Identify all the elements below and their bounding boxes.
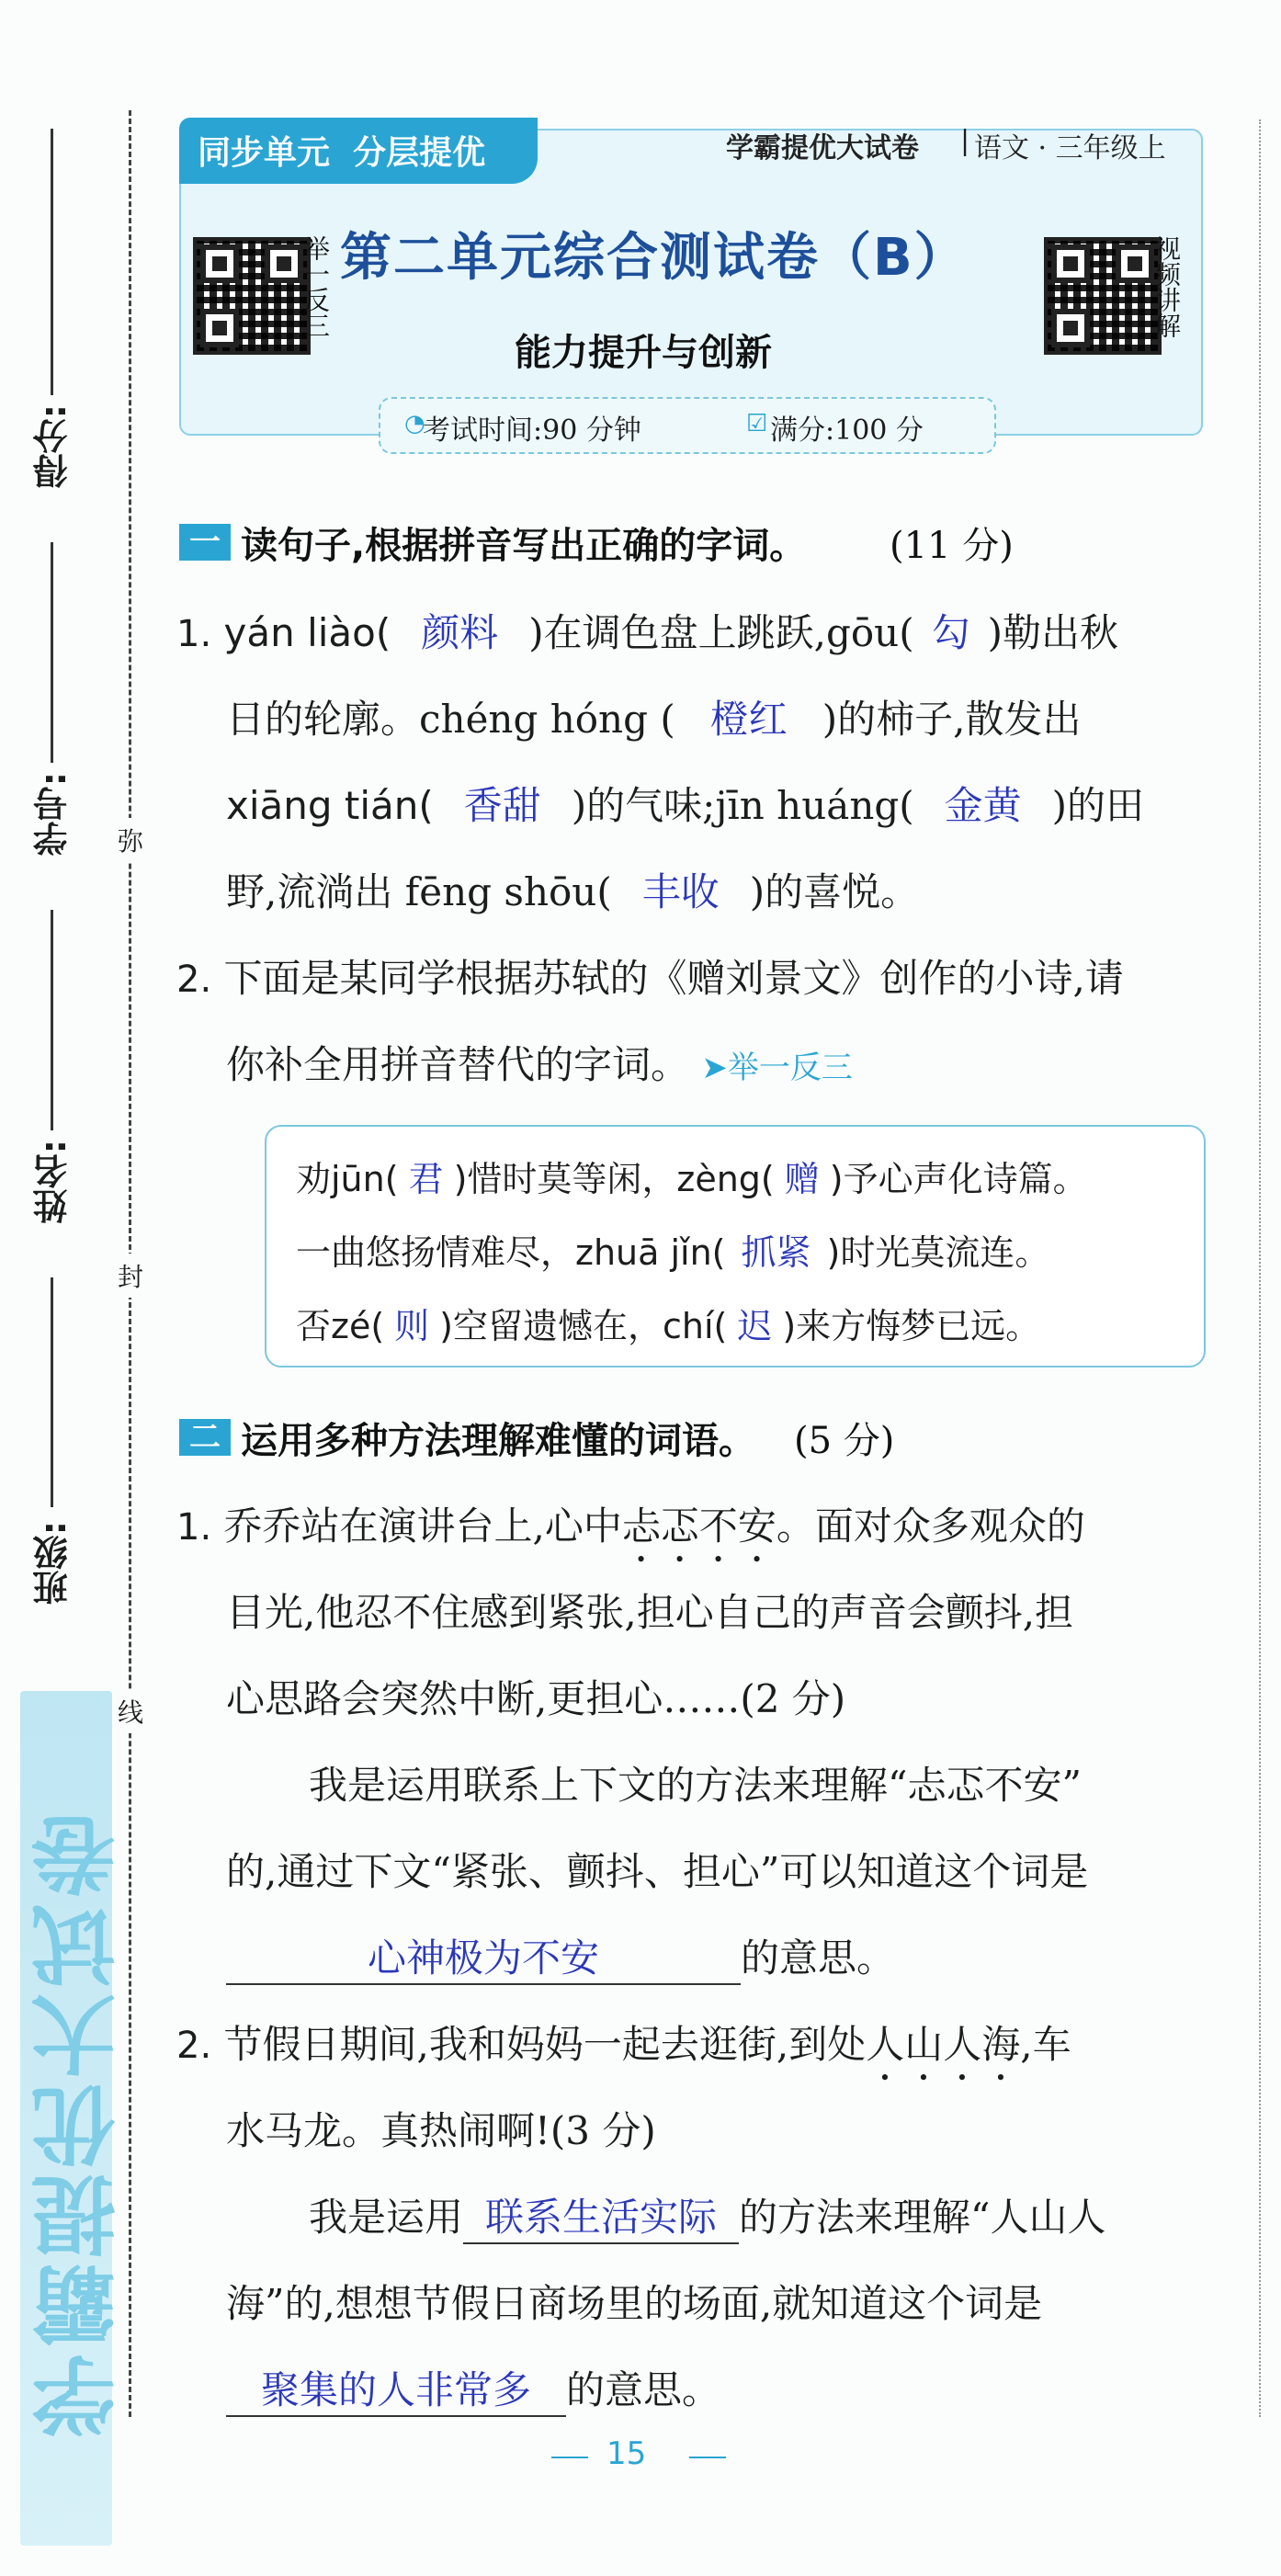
text: xiāng tián( bbox=[226, 783, 434, 828]
question-number: 2. bbox=[176, 959, 212, 1001]
section-1-number: 一 bbox=[179, 524, 231, 561]
section-1-title: 读句子,根据拼音写出正确的字词。 bbox=[241, 525, 807, 567]
text: )的柿子,散发出 bbox=[822, 697, 1082, 742]
answer-zeng[interactable]: 赠 bbox=[784, 1159, 820, 1199]
student-id-blank-line bbox=[51, 542, 53, 763]
q2-1-line-1 bbox=[176, 1496, 1085, 1571]
series-divider: | bbox=[960, 125, 970, 157]
full-score: 满分:100 分 bbox=[770, 414, 924, 447]
answer-chenghong[interactable]: 橙红 bbox=[709, 697, 788, 742]
footer-dash-right bbox=[689, 2457, 726, 2458]
q2-1-line-5: 的,通过下文“紧张、颤抖、担心”可以知道这个词是 bbox=[226, 1849, 1089, 1894]
answer-renshan-meaning[interactable]: 聚集的人非常多 bbox=[226, 2360, 566, 2417]
page-title: 第二单元综合测试卷（B） bbox=[340, 228, 968, 288]
series-subtitle: 语文 · 三年级上 bbox=[974, 132, 1166, 165]
text: 的方法来理解“人山人 bbox=[739, 2195, 1106, 2240]
text: )勒出秋 bbox=[987, 610, 1119, 655]
qr-finder bbox=[200, 244, 239, 283]
reference-link[interactable]: ➤举一反三 bbox=[701, 1050, 853, 1086]
text: )时光莫流连。 bbox=[826, 1232, 1050, 1273]
answer-xiangtian[interactable]: 香甜 bbox=[463, 783, 541, 828]
qr-finder bbox=[1051, 244, 1090, 283]
text: yán liào( bbox=[223, 610, 391, 655]
section-2-score: (5 分) bbox=[794, 1420, 895, 1462]
q2-1-line-6 bbox=[226, 1928, 895, 1985]
text: )的田 bbox=[1051, 783, 1145, 828]
text: 野,流淌出 fēng shōu( bbox=[226, 869, 612, 914]
text: 劝jūn( bbox=[296, 1159, 399, 1199]
q1-2-line-2 bbox=[226, 1035, 853, 1090]
question-number: 1. bbox=[176, 1506, 212, 1549]
text: 。面对众多观众的 bbox=[776, 1504, 1085, 1549]
q2-1-line-4: 我是运用联系上下文的方法来理解“忐忑不安” bbox=[309, 1763, 1082, 1808]
text: )惜时莫等闲，zèng( bbox=[453, 1159, 775, 1199]
student-id-label: 学号: bbox=[33, 772, 74, 857]
section-2-title: 运用多种方法理解难懂的词语。 bbox=[241, 1420, 755, 1462]
answer-tante-meaning[interactable]: 心神极为不安 bbox=[226, 1928, 741, 1985]
class-label: 班级: bbox=[33, 1521, 74, 1606]
name-blank-line bbox=[51, 910, 53, 1130]
q1-2-line-1 bbox=[176, 948, 1124, 1004]
text: 你补全用拼音替代的字词。 bbox=[226, 1042, 690, 1087]
header-tag: 同步单元 分层提优 bbox=[198, 134, 486, 172]
page-subtitle: 能力提升与创新 bbox=[515, 332, 772, 374]
q1-1-line-2 bbox=[226, 689, 1081, 744]
text: 的意思。 bbox=[741, 1935, 896, 1980]
q1-1-line-4 bbox=[226, 862, 919, 917]
question-number: 2. bbox=[176, 2025, 212, 2067]
answer-jun[interactable]: 君 bbox=[408, 1159, 444, 1199]
text: 否zé( bbox=[296, 1306, 385, 1346]
q1-1-line-3 bbox=[226, 776, 1144, 831]
text: 节假日期间,我和妈妈一起去逛街,到处 bbox=[223, 2022, 867, 2067]
section-2-number: 二 bbox=[179, 1419, 231, 1456]
qr-finder bbox=[1051, 309, 1090, 347]
emphasized-word: 人山人海 bbox=[866, 2022, 1021, 2067]
text: )在调色盘上跳跃,gōu( bbox=[528, 610, 914, 655]
qr-finder bbox=[265, 244, 303, 283]
q2-2-line-5 bbox=[226, 2360, 720, 2417]
score-label: 得分: bbox=[33, 404, 74, 489]
qr-left-label: 举一反三 bbox=[300, 235, 331, 338]
series-title: 学霸提优大试卷 bbox=[726, 132, 919, 165]
exam-time: 考试时间:90 分钟 bbox=[423, 414, 641, 447]
q2-2-line-3 bbox=[309, 2187, 1106, 2244]
answer-zhuajin[interactable]: 抓紧 bbox=[741, 1232, 811, 1273]
poem-line-3 bbox=[296, 1298, 1040, 1348]
answer-jinhuang[interactable]: 金黄 bbox=[944, 783, 1022, 828]
answer-yanliao[interactable]: 颜料 bbox=[421, 610, 499, 655]
text: 乔乔站在演讲台上,心中 bbox=[223, 1504, 622, 1549]
text: )空留遗憾在，chí( bbox=[439, 1306, 728, 1346]
class-blank-line bbox=[51, 1277, 53, 1507]
section-1-score: (11 分) bbox=[890, 525, 1014, 567]
q2-2-line-1 bbox=[176, 2014, 1071, 2089]
text: 日的轮廓。chéng hóng ( bbox=[226, 697, 675, 742]
text: )的气味;jīn huáng( bbox=[571, 783, 914, 828]
text: 的意思。 bbox=[566, 2367, 721, 2412]
text: )来方悔梦已远。 bbox=[782, 1306, 1041, 1346]
emphasized-word: 忐忑不安 bbox=[621, 1504, 777, 1549]
seal-char-mi: 弥 bbox=[118, 818, 143, 862]
side-banner-text: 学霸提优大试卷 bbox=[31, 1808, 130, 2438]
text: )予心声化诗篇。 bbox=[829, 1159, 1088, 1199]
page-number: 15 bbox=[606, 2435, 647, 2472]
right-dotted-line bbox=[1259, 119, 1261, 2417]
qr-right-label: 视频讲解 bbox=[1151, 235, 1182, 338]
answer-fengshou[interactable]: 丰收 bbox=[641, 869, 720, 914]
answer-method[interactable]: 联系生活实际 bbox=[463, 2187, 739, 2244]
footer-dash-left bbox=[551, 2457, 588, 2458]
qr-finder bbox=[200, 309, 239, 347]
text: 我是运用 bbox=[309, 2195, 464, 2240]
poem-line-2 bbox=[296, 1224, 1049, 1275]
qr-finder bbox=[1116, 244, 1154, 283]
text: ,车 bbox=[1020, 2022, 1071, 2067]
answer-ze[interactable]: 则 bbox=[394, 1306, 430, 1346]
name-label: 姓名: bbox=[33, 1140, 74, 1224]
q2-2-line-4: 海”的,想想节假日商场里的场面,就知道这个词是 bbox=[226, 2281, 1043, 2326]
q2-2-line-2: 水马龙。真热闹啊!(3 分) bbox=[226, 2108, 656, 2153]
clock-icon: ◔ bbox=[404, 410, 425, 437]
text: )的喜悦。 bbox=[749, 869, 920, 914]
q2-1-line-2: 目光,他忍不住感到紧张,担心自己的声音会颤抖,担 bbox=[226, 1590, 1074, 1635]
q1-1-line-1 bbox=[176, 603, 1118, 658]
text: 一曲悠扬情难尽，zhuā jǐn( bbox=[296, 1232, 726, 1273]
poem-line-1 bbox=[296, 1151, 1088, 1201]
seal-char-feng: 封 bbox=[118, 1254, 143, 1298]
answer-chi[interactable]: 迟 bbox=[737, 1306, 773, 1346]
answer-gou[interactable]: 勾 bbox=[931, 610, 970, 655]
seal-char-xian: 线 bbox=[118, 1689, 143, 1733]
score-blank-line bbox=[51, 129, 53, 395]
text: 下面是某同学根据苏轼的《赠刘景文》创作的小诗,请 bbox=[223, 956, 1124, 1001]
check-icon: ☑ bbox=[746, 410, 768, 437]
question-number: 1. bbox=[176, 613, 212, 655]
q2-1-line-3: 心思路会突然中断,更担心……(2 分) bbox=[226, 1676, 846, 1721]
